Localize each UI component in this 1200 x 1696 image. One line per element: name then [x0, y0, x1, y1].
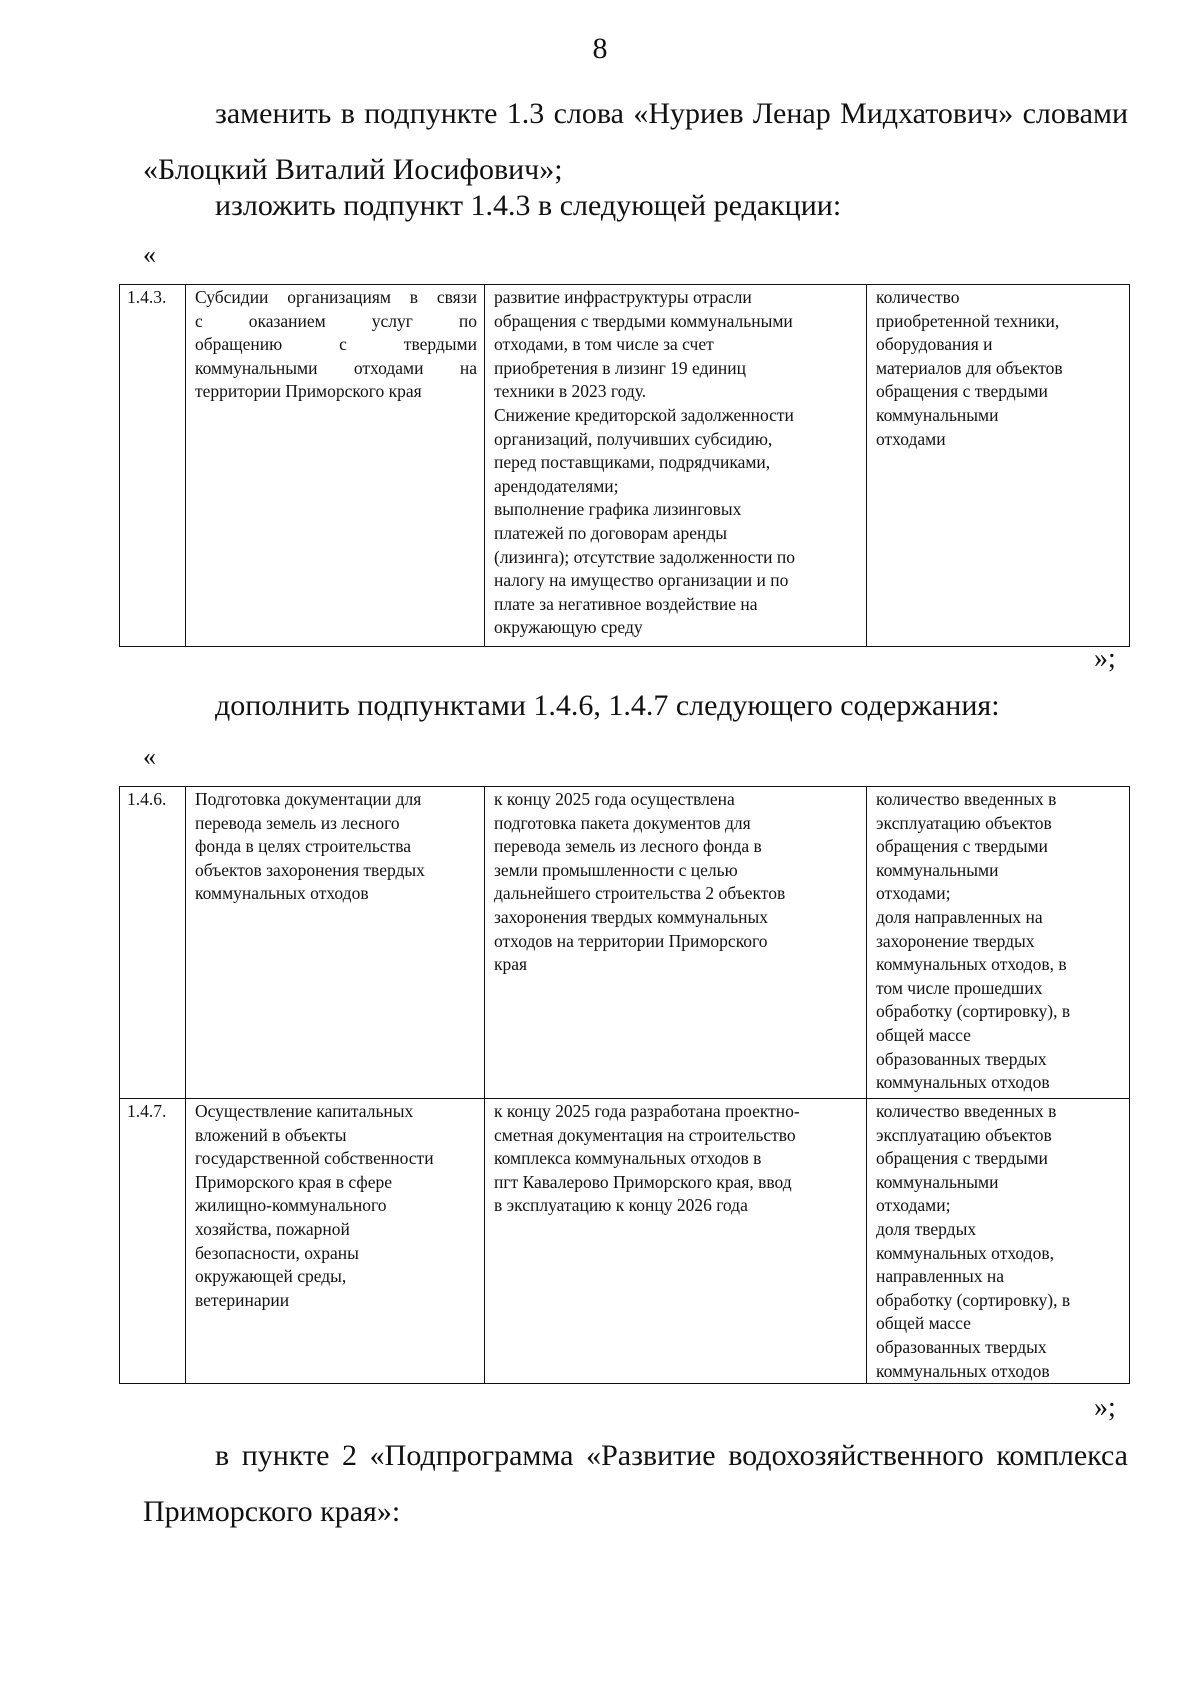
expected-result-line: отходами, в том числе за счет	[494, 334, 714, 355]
outro-line-1: в пункте 2 «Подпрограмма «Развитие водохозяйственного комплекса	[215, 1439, 1128, 1472]
indicator-line: обращения с твердыми	[876, 836, 1048, 857]
event-name-line: государственной собственности	[195, 1148, 434, 1169]
expected-result-line: арендодателями;	[494, 475, 619, 496]
indicator-line: коммунальных отходов	[876, 1360, 1050, 1381]
replace-line-2: «Блоцкий Виталий Иосифович»;	[143, 153, 563, 186]
event-name-line: Приморского края в сфере	[195, 1171, 393, 1192]
outro-line-2: Приморского края»:	[143, 1495, 401, 1528]
event-name-line: Осуществление капитальных	[195, 1101, 414, 1121]
indicator-line: общей массе	[876, 1024, 971, 1045]
expected-result-line: в эксплуатацию к концу 2026 года	[494, 1195, 748, 1216]
replace-line-1: заменить в подпункте 1.3 слова «Нуриев Ленар Мидхатович» словами	[215, 97, 1128, 130]
expected-result-line: плате за негативное воздействие на	[494, 593, 758, 614]
indicator-line: коммунальными	[876, 404, 999, 425]
table-row	[120, 787, 1130, 1099]
indicator-line: общей массе	[876, 1313, 971, 1334]
expected-result-line: сметная документация на строительство	[494, 1124, 796, 1145]
event-name-line: жилищно-коммунального	[195, 1195, 387, 1216]
expected-result-cell	[485, 787, 867, 1099]
page-number: 8	[592, 32, 608, 65]
event-name-line: объектов захоронения твердых	[195, 859, 425, 880]
event-name-line: коммунальных отходов	[195, 883, 369, 904]
row-number: 1.4.6.	[120, 787, 186, 1099]
indicator-cell	[867, 1099, 1130, 1384]
expected-result-line: приобретения в лизинг 19 единиц	[494, 357, 746, 378]
expected-result-line: платежей по договорам аренды	[494, 522, 728, 543]
indicator-line: отходами;	[876, 1195, 951, 1216]
expected-result-line: налогу на имущество организации и по	[494, 570, 789, 591]
expected-result-line: окружающую среду	[494, 617, 643, 638]
event-name-line: Субсидии организациям в связи	[195, 287, 477, 307]
indicator-line: коммунальных отходов,	[876, 1242, 1054, 1263]
event-name-line: окружающей среды,	[195, 1266, 347, 1287]
row-number: 1.4.3.	[120, 285, 186, 647]
indicator-line: коммунальными	[876, 1171, 999, 1192]
indicator-line: коммунальных отходов, в	[876, 954, 1067, 975]
row-number: 1.4.7.	[120, 1099, 186, 1384]
event-name-line: ветеринарии	[195, 1289, 290, 1310]
subsidy-table-1-4-6-1-4-7	[119, 786, 1130, 1384]
indicator-line: количество	[876, 287, 960, 307]
expected-result-line: перед поставщиками, подрядчиками,	[494, 452, 771, 473]
expected-result-line: дальнейшего строительства 2 объектов	[494, 883, 786, 904]
expected-result-line: к концу 2025 года разработана проектно-	[494, 1101, 800, 1121]
event-name-line: с оказанием услуг по	[195, 310, 477, 331]
table-body	[120, 787, 1130, 1384]
expected-result-line: земли промышленности с целью	[494, 859, 738, 880]
indicator-line: обработку (сортировку), в	[876, 1001, 1071, 1022]
expected-result-line: обращения с твердыми коммунальными	[494, 310, 793, 331]
indicator-line: эксплуатацию объектов	[876, 812, 1052, 833]
expected-result-line: пгт Кавалерово Приморского края, ввод	[494, 1171, 792, 1192]
table-body	[120, 285, 1130, 647]
expected-result-line: захоронения твердых коммунальных	[494, 906, 768, 927]
expected-result-line: выполнение графика лизинговых	[494, 499, 742, 520]
indicator-line: доля твердых	[876, 1218, 977, 1239]
indicator-line: направленных на	[876, 1266, 1005, 1287]
indicator-cell	[867, 285, 1130, 647]
indicator-line: том числе прошедших	[876, 977, 1043, 998]
event-name-line: обращению с твердыми	[195, 334, 477, 355]
event-name-line: коммунальными отходами на	[195, 357, 477, 378]
indicator-line: образованных твердых	[876, 1048, 1047, 1069]
indicator-line: захоронение твердых	[876, 930, 1035, 951]
table-row	[120, 285, 1130, 647]
expected-result-line: техники в 2023 году.	[494, 381, 647, 402]
expected-result-line: перевода земель из лесного фонда в	[494, 836, 762, 857]
indicator-line: материалов для объектов	[876, 357, 1063, 378]
expected-result-line: (лизинга); отсутствие задолженности по	[494, 546, 795, 567]
event-name-line: безопасности, охраны	[195, 1242, 359, 1263]
expected-result-line: развитие инфраструктуры отрасли	[494, 287, 752, 307]
expected-result-line: подготовка пакета документов для	[494, 812, 751, 833]
indicator-line: обращения с твердыми	[876, 381, 1048, 402]
indicator-line: оборудования и	[876, 334, 993, 355]
indicator-cell	[867, 787, 1130, 1099]
supplement-paragraph: дополнить подпунктами 1.4.6, 1.4.7 следующего содержания:	[215, 689, 1000, 722]
event-name-cell	[186, 787, 485, 1099]
expected-result-line: комплекса коммунальных отходов в	[494, 1148, 762, 1169]
indicator-line: отходами;	[876, 883, 951, 904]
expected-result-line: к концу 2025 года осуществлена	[494, 789, 735, 809]
closing-quote-2: »;	[1094, 1392, 1116, 1423]
indicator-line: коммунальными	[876, 859, 999, 880]
expected-result-cell	[485, 1099, 867, 1384]
indicator-line: количество введенных в	[876, 789, 1057, 809]
expected-result-line: организаций, получивших субсидию,	[494, 428, 773, 449]
opening-quote-2: «	[143, 742, 156, 771]
expected-result-line: отходов на территории Приморского	[494, 930, 768, 951]
indicator-line: коммунальных отходов	[876, 1072, 1050, 1093]
restate-paragraph: изложить подпункт 1.4.3 в следующей редакции:	[215, 189, 842, 222]
table-row	[120, 1099, 1130, 1384]
subsidy-table-1-4-3	[119, 284, 1130, 647]
indicator-line: количество введенных в	[876, 1101, 1057, 1121]
event-name-line: Подготовка документации для	[195, 789, 422, 809]
indicator-line: приобретенной техники,	[876, 310, 1060, 331]
event-name-line: фонда в целях строительства	[195, 836, 412, 857]
event-name-line: территории Приморского края	[195, 381, 422, 402]
event-name-line: вложений в объекты	[195, 1124, 347, 1145]
indicator-line: отходами	[876, 428, 946, 449]
indicator-line: обращения с твердыми	[876, 1148, 1048, 1169]
event-name-cell	[186, 1099, 485, 1384]
expected-result-line: края	[494, 954, 528, 975]
event-name-line: хозяйства, пожарной	[195, 1218, 350, 1239]
outro-paragraph	[143, 1428, 1128, 1540]
opening-quote-1: «	[143, 240, 156, 269]
indicator-line: доля направленных на	[876, 906, 1043, 927]
closing-quote-1: »;	[1094, 643, 1116, 674]
indicator-line: обработку (сортировку), в	[876, 1289, 1071, 1310]
indicator-line: эксплуатацию объектов	[876, 1124, 1052, 1145]
indicator-line: образованных твердых	[876, 1336, 1047, 1357]
expected-result-cell	[485, 285, 867, 647]
event-name-line: перевода земель из лесного	[195, 812, 400, 833]
expected-result-line: Снижение кредиторской задолженности	[494, 404, 794, 425]
event-name-cell	[186, 285, 485, 647]
